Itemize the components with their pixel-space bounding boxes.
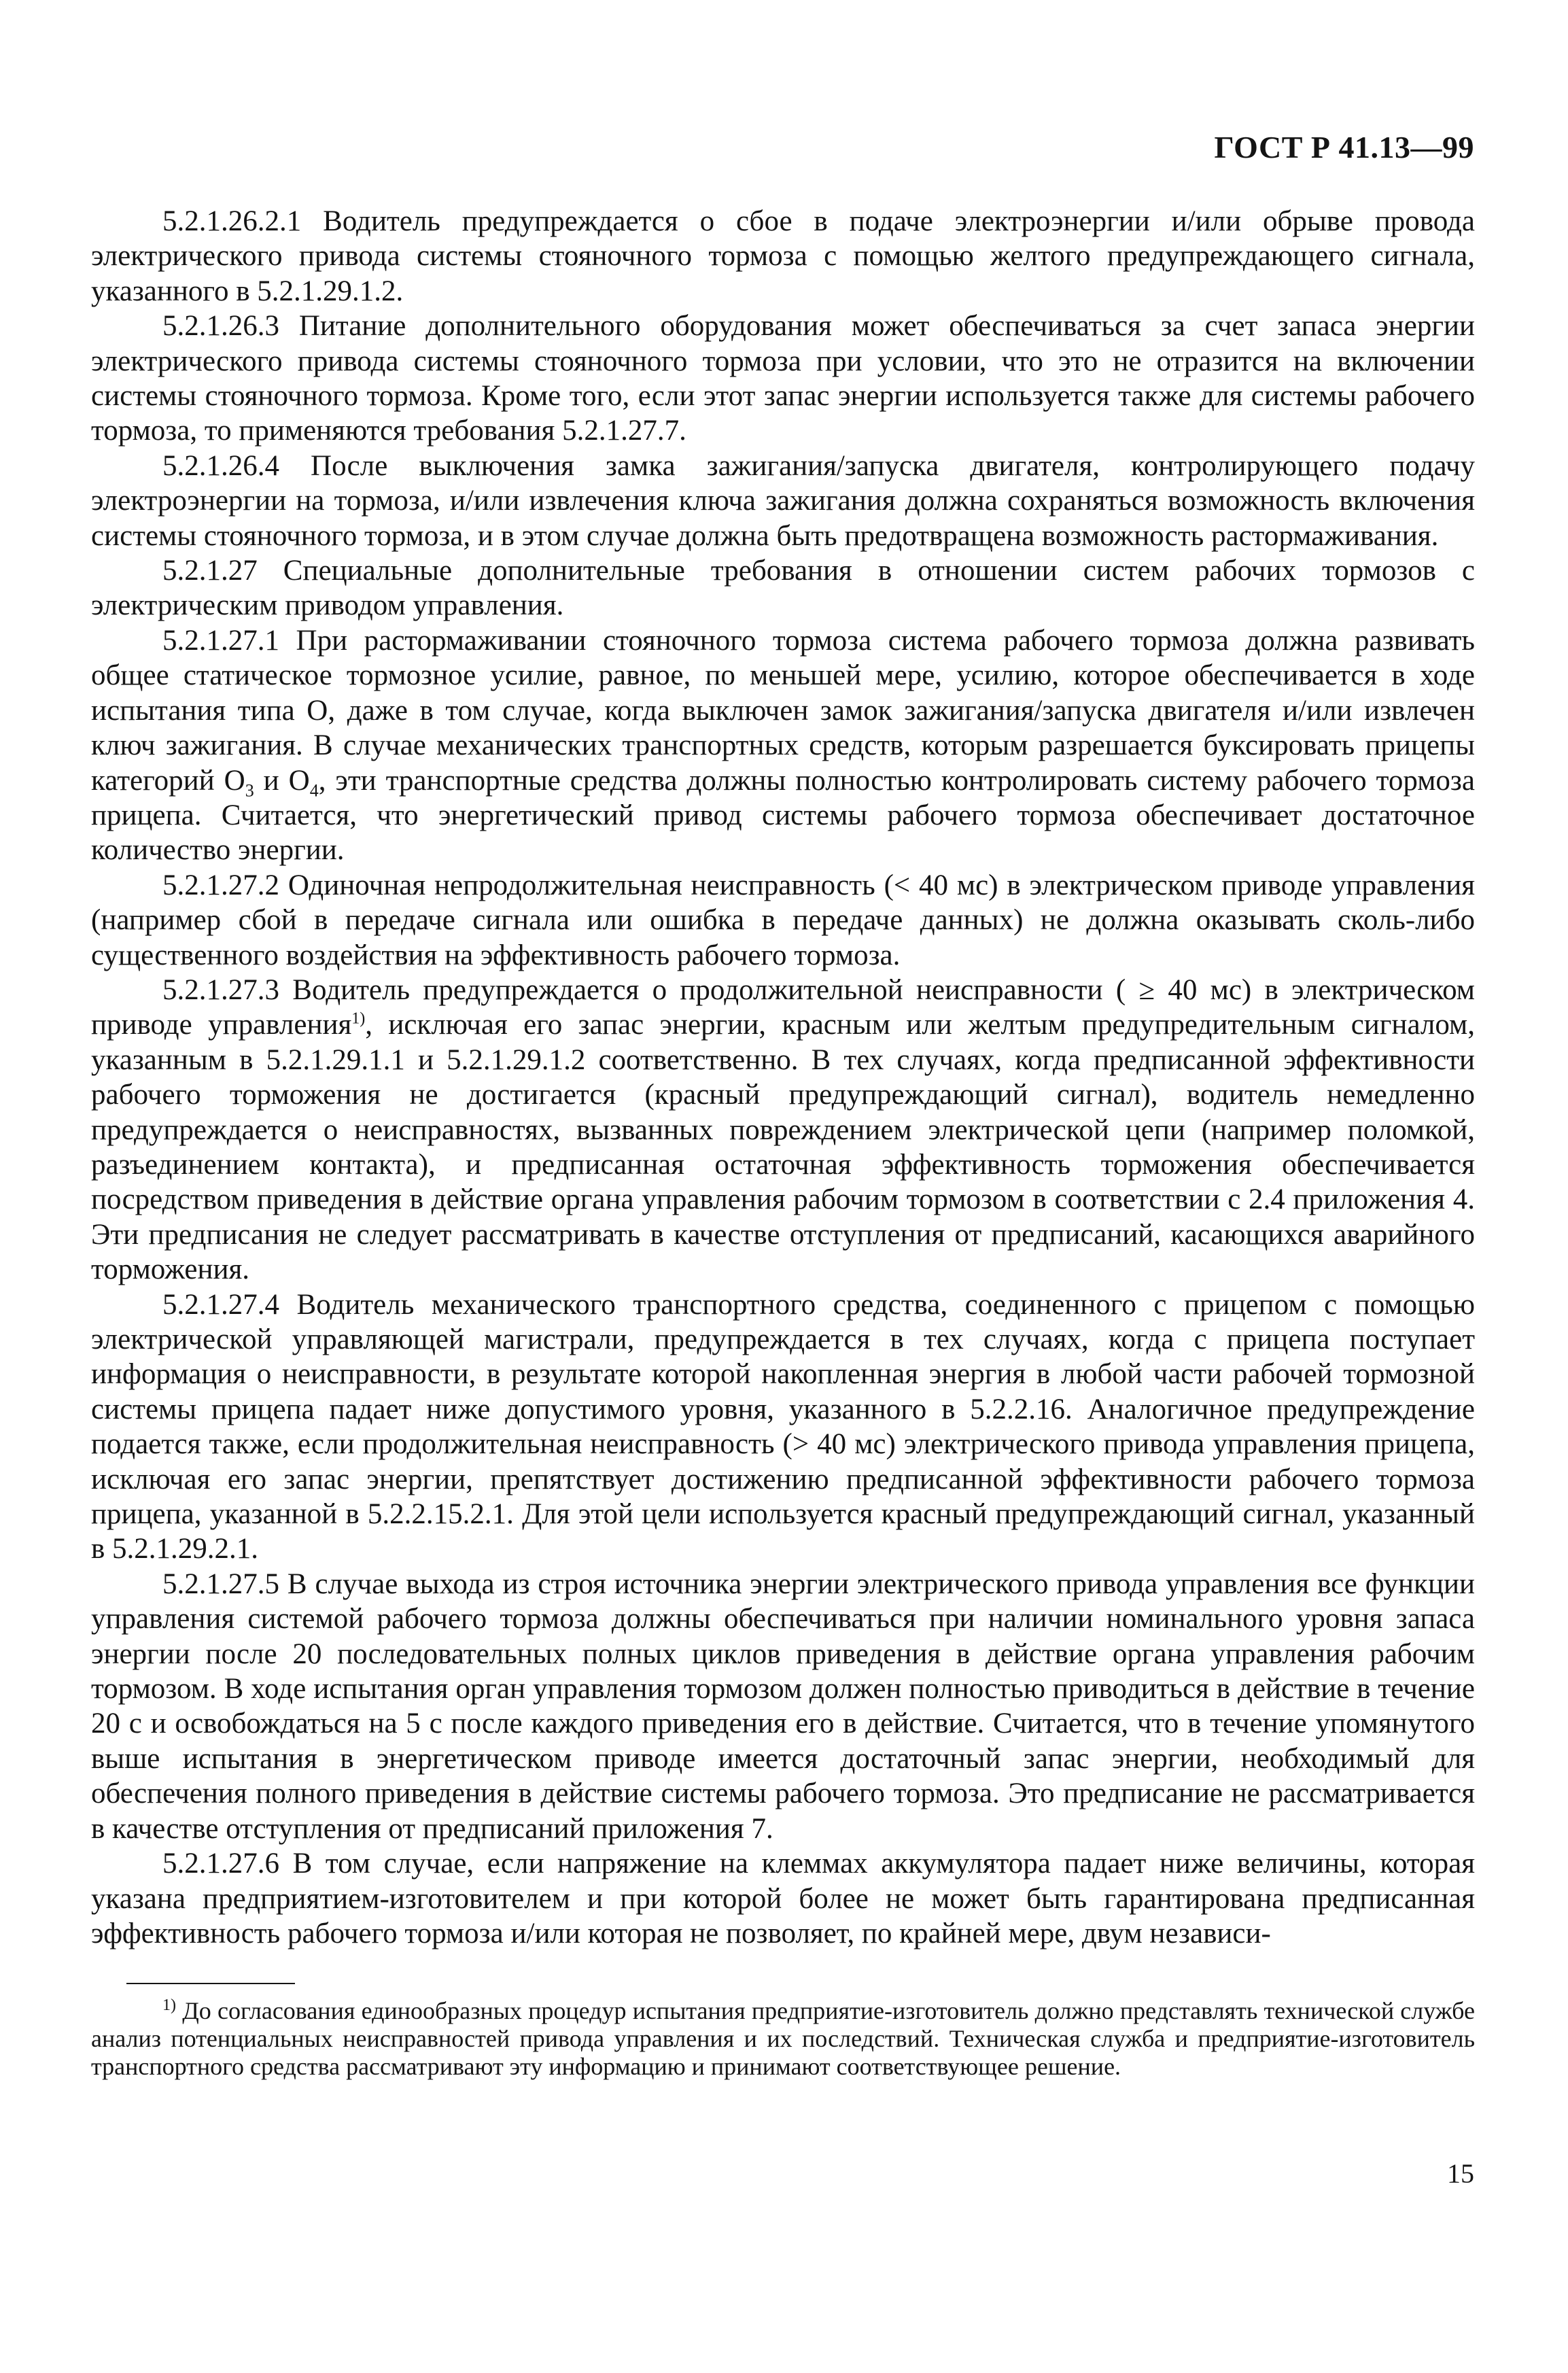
paragraph-text: и О xyxy=(254,764,310,797)
paragraph-5-2-1-27-2: 5.2.1.27.2 Одиночная непродолжительная неисправность (< 40 мс) в электрическом приводе управления (например сбой в передаче сигнала или ошибка в передаче данных) не должна оказывать сколь-либо существенного воздействия на эффективность рабочего тормоза. xyxy=(91,869,1475,971)
paragraph-5-2-1-27-5: 5.2.1.27.5 В случае выхода из строя источника энергии электрического привода управления все функции управления системой рабочего тормоза должны обеспечиваться при наличии номинального уровня запаса энергии после 20 последовательных полных циклов приведения в действие органа управления рабочим тормозом. В ходе испытания орган управления тормозом должен полностью приводиться в действие в течение 20 с и освобождаться на 5 с после каждого приведения его в действие. Считается, что в течение упомянутого выше испытания в энергетическом приводе имеется достаточный запас энергии, необходимый для обеспечения полного приведения в действие системы рабочего тормоза. Это предписание не рассматривается в качестве отступления от предписаний приложения 7. xyxy=(91,1567,1475,1845)
category-subscript: 4 xyxy=(309,780,319,801)
paragraph-5-2-1-27-1 xyxy=(91,623,1475,868)
paragraph-5-2-1-26-3: 5.2.1.26.3 Питание дополнительного оборудования может обеспечиваться за счет запаса энергии электрического привода системы стояночного тормоза при условии, что это не отразится на включении системы стояночного тормоза. Кроме того, если этот запас энергии используется также для системы рабочего тормоза, то применяются требования 5.2.1.27.7. xyxy=(91,310,1475,447)
paragraph-text: 5.2.1.27.3 Водитель предупреждается о продолжительной неисправности ( ≥ 40 мс) в электрическом приводе управления xyxy=(91,973,1475,1041)
paragraph-5-2-1-26-4: 5.2.1.26.4 После выключения замка зажигания/запуска двигателя, контролирующего подачу электроэнергии на тормоза, и/или извлечения ключа зажигания должна сохраняться возможность включения системы стояночного тормоза, и в этом случае должна быть предотвращена возможность растормаживания. xyxy=(91,449,1475,552)
footnote xyxy=(91,1997,1475,2081)
paragraph-text: 5.2.1.27.1 При растормаживании стояночного тормоза система рабочего тормоза должна развивать общее статическое тормозное усилие, равное, по меньшей мере, усилию, которое обеспечивается в ходе испытания типа О, даже в том случае, когда выключен замок зажигания/запуска двигателя и/или извлечен ключ зажигания. В случае механических транспортных средств, которым разрешается буксировать прицепы категорий О xyxy=(91,624,1475,797)
body-text xyxy=(91,204,1475,1951)
paragraph-text: , эти транспортные средства должны полностью контролировать систему рабочего тормоза прицепа. Считается, что энергетический привод системы рабочего тормоза обеспечивает достаточное количество энергии. xyxy=(91,764,1475,867)
footnote-paragraph xyxy=(91,1997,1475,2081)
paragraph-5-2-1-26-2-1: 5.2.1.26.2.1 Водитель предупреждается о сбое в подаче электроэнергии и/или обрыве провода электрического привода системы стояночного тормоза с помощью желтого предупреждающего сигнала, указанного в 5.2.1.29.1.2. xyxy=(91,205,1475,307)
paragraph-5-2-1-27-6: 5.2.1.27.6 В том случае, если напряжение на клеммах аккумулятора падает ниже величины, которая указана предприятием-изготовителем и при которой более не может быть гарантирована предписанная эффективность рабочего тормоза и/или которая не позволяет, по крайней мере, двум независи- xyxy=(91,1848,1475,1950)
footnote-separator xyxy=(126,1983,295,1984)
page-number: 15 xyxy=(1447,2158,1474,2189)
paragraph-5-2-1-27-3 xyxy=(91,973,1475,1287)
footnote-reference: 1) xyxy=(351,1010,366,1028)
paragraph-text: , исключая его запас энергии, красным или желтым предупредительным сигналом, указанным в 5.2.1.29.1.1 и 5.2.1.29.1.2 соответственно. В тех случаях, когда предписанной эффективности рабочего торможения не достигается (красный предупреждающий сигнал), водитель немедленно предупреждается о неисправностях, вызванных повреждением электрической цепи (например поломкой, разъединением контакта), и предписанная остаточная эффективность торможения обеспечивается посредством приведения в действие органа управления рабочим тормозом в соответствии с 2.4 приложения 4. Эти предписания не следует рассматривать в качестве отступления от предписаний, касающихся аварийного торможения. xyxy=(91,1009,1476,1286)
paragraph-5-2-1-27-4: 5.2.1.27.4 Водитель механического транспортного средства, соединенного с прицепом с помощью электрической управляющей магистрали, предупреждается в тех случаях, когда с прицепа поступает информация о неисправности, в результате которой накопленная энергия в любой части рабочей тормозной системы прицепа падает ниже допустимого уровня, указанного в 5.2.2.16. Аналогичное предупреждение подается также, если продолжительная неисправность (> 40 мс) электрического привода управления прицепа, исключая его запас энергии, препятствует достижению предписанной эффективности рабочего тормоза прицепа, указанной в 5.2.2.15.2.1. Для этой цели используется красный предупреждающий сигнал, указанный в 5.2.1.29.2.1. xyxy=(91,1288,1475,1565)
paragraph-5-2-1-27: 5.2.1.27 Специальные дополнительные требования в отношении систем рабочих тормозов с электрическим приводом управления. xyxy=(91,555,1475,622)
footnote-marker: 1) xyxy=(162,1996,176,2014)
category-subscript: 3 xyxy=(245,780,254,801)
document-code-header: ГОСТ Р 41.13—99 xyxy=(1214,130,1474,164)
footnote-text: До согласования единообразных процедур испытания предприятие-изготовитель должно представлять технической службе анализ потенциальных неисправностей привода управления и их последствий. Техническая служба и предприятие-изготовитель транспортного средства рассматривают эту информацию и принимают соответствующее решение. xyxy=(91,1997,1475,2080)
